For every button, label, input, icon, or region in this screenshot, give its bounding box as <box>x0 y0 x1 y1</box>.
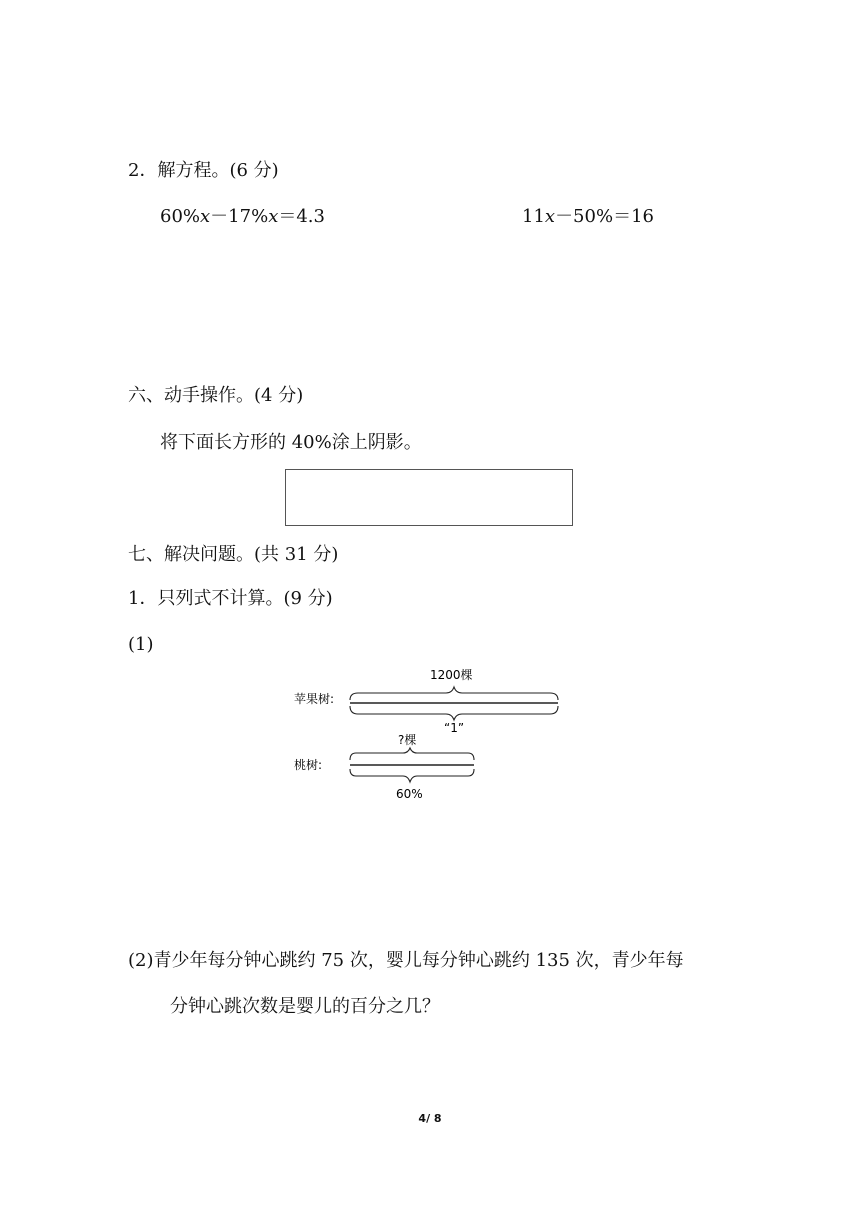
equation-1: 60%x－17%x＝4.3 <box>160 206 325 227</box>
apple-tree-label: 苹果树: <box>294 692 335 706</box>
peach-tree-label: 桃树: <box>294 758 323 772</box>
line-segment-diagram <box>290 662 570 812</box>
peach-percent-label: 60% <box>396 787 423 801</box>
shading-rectangle[interactable] <box>285 469 573 526</box>
equation-2: 11x－50%＝16 <box>522 206 654 227</box>
apple-bottom-brace <box>350 706 558 720</box>
apple-top-brace <box>350 687 558 700</box>
question-1-title: 1．只列式不计算。(9 分) <box>128 588 333 609</box>
section-7-title: 七、解决问题。(共 31 分) <box>128 544 339 565</box>
apple-unit-label: “1” <box>444 721 465 735</box>
apple-total-label: 1200棵 <box>430 668 473 682</box>
page-number: 4/ 8 <box>418 1112 442 1125</box>
question-2-title: 2．解方程。(6 分) <box>128 160 279 181</box>
peach-unknown-label: ?棵 <box>398 733 417 747</box>
sub-question-2-line-1: (2)青少年每分钟心跳约 75 次，婴儿每分钟心跳约 135 次，青少年每 <box>128 950 684 971</box>
peach-top-brace <box>350 748 474 760</box>
sub-question-2-line-2: 分钟心跳次数是婴儿的百分之几？ <box>170 996 440 1017</box>
sub-question-1-label: (1) <box>128 634 154 655</box>
section-6-title: 六、动手操作。(4 分) <box>128 385 304 406</box>
peach-bottom-brace <box>350 769 474 782</box>
shading-instruction: 将下面长方形的 40%涂上阴影。 <box>160 432 422 453</box>
